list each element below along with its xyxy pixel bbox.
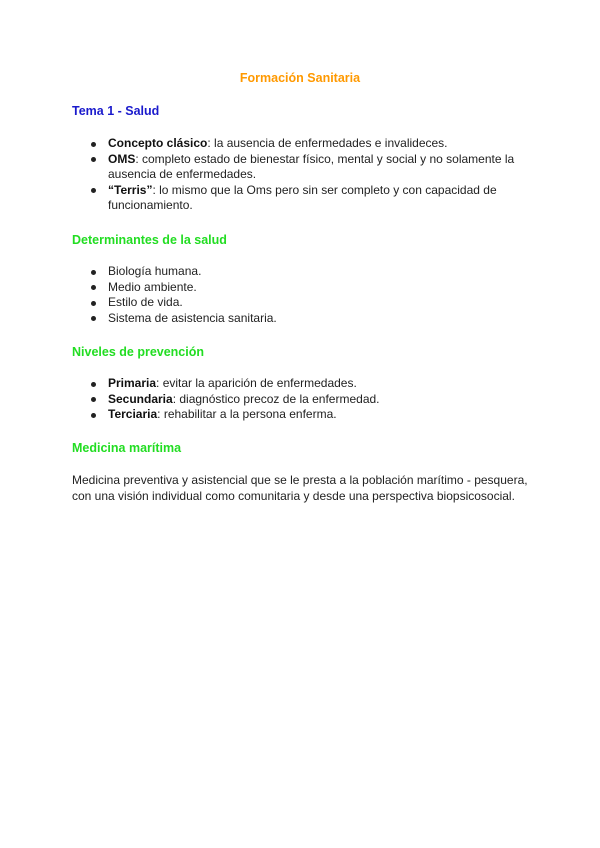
list-item-text: : diagnóstico precoz de la enfermedad. [172,391,380,406]
list-item: Sistema de asistencia sanitaria. [72,311,528,327]
list-item: Medio ambiente. [72,280,528,296]
section-heading-salud: Tema 1 - Salud [72,104,160,118]
list-item-term: Secundaria [108,391,173,406]
list-item: Biología humana. [72,264,528,280]
section-heading-maritima: Medicina marítima [72,441,182,455]
list-item-text: : la ausencia de enfermedades e invalideces. [207,136,448,150]
list-item-text: : lo mismo que la Oms pero sin ser completo y con capacidad de funcionamiento. [108,182,497,212]
maritima-paragraph: Medicina preventiva y asistencial que se le presta a la población marítimo - pesquera, con una visión individual como comunitaria y desde una perspectiva biopsicosocial. [72,473,528,503]
list-item-term: Terciaria [108,407,158,421]
list-item [72,152,528,183]
list-item-text: : evitar la aparición de enfermedades. [156,376,357,390]
section-heading-determinantes: Determinantes de la salud [72,233,227,247]
section-heading-prevencion: Niveles de prevención [72,345,205,359]
prevencion-list [72,376,528,423]
list-item-term: Primaria [108,376,157,390]
list-item [72,376,528,392]
list-item-text: : completo estado de bienestar físico, mental y social y no solamente la ausencia de enfermedades. [108,151,515,181]
list-item [72,183,528,214]
list-item-term: “Terris” [108,182,153,197]
list-item [72,392,528,408]
list-item: Estilo de vida. [72,295,528,311]
list-item-text: : rehabilitar a la persona enferma. [157,407,337,421]
salud-list [72,136,528,214]
document-title: Formación Sanitaria [239,71,361,85]
list-item [72,136,528,152]
list-item-term: Concepto clásico [108,136,208,150]
list-item [72,407,528,423]
list-item-term: OMS [108,151,136,166]
determinantes-list [72,264,528,326]
